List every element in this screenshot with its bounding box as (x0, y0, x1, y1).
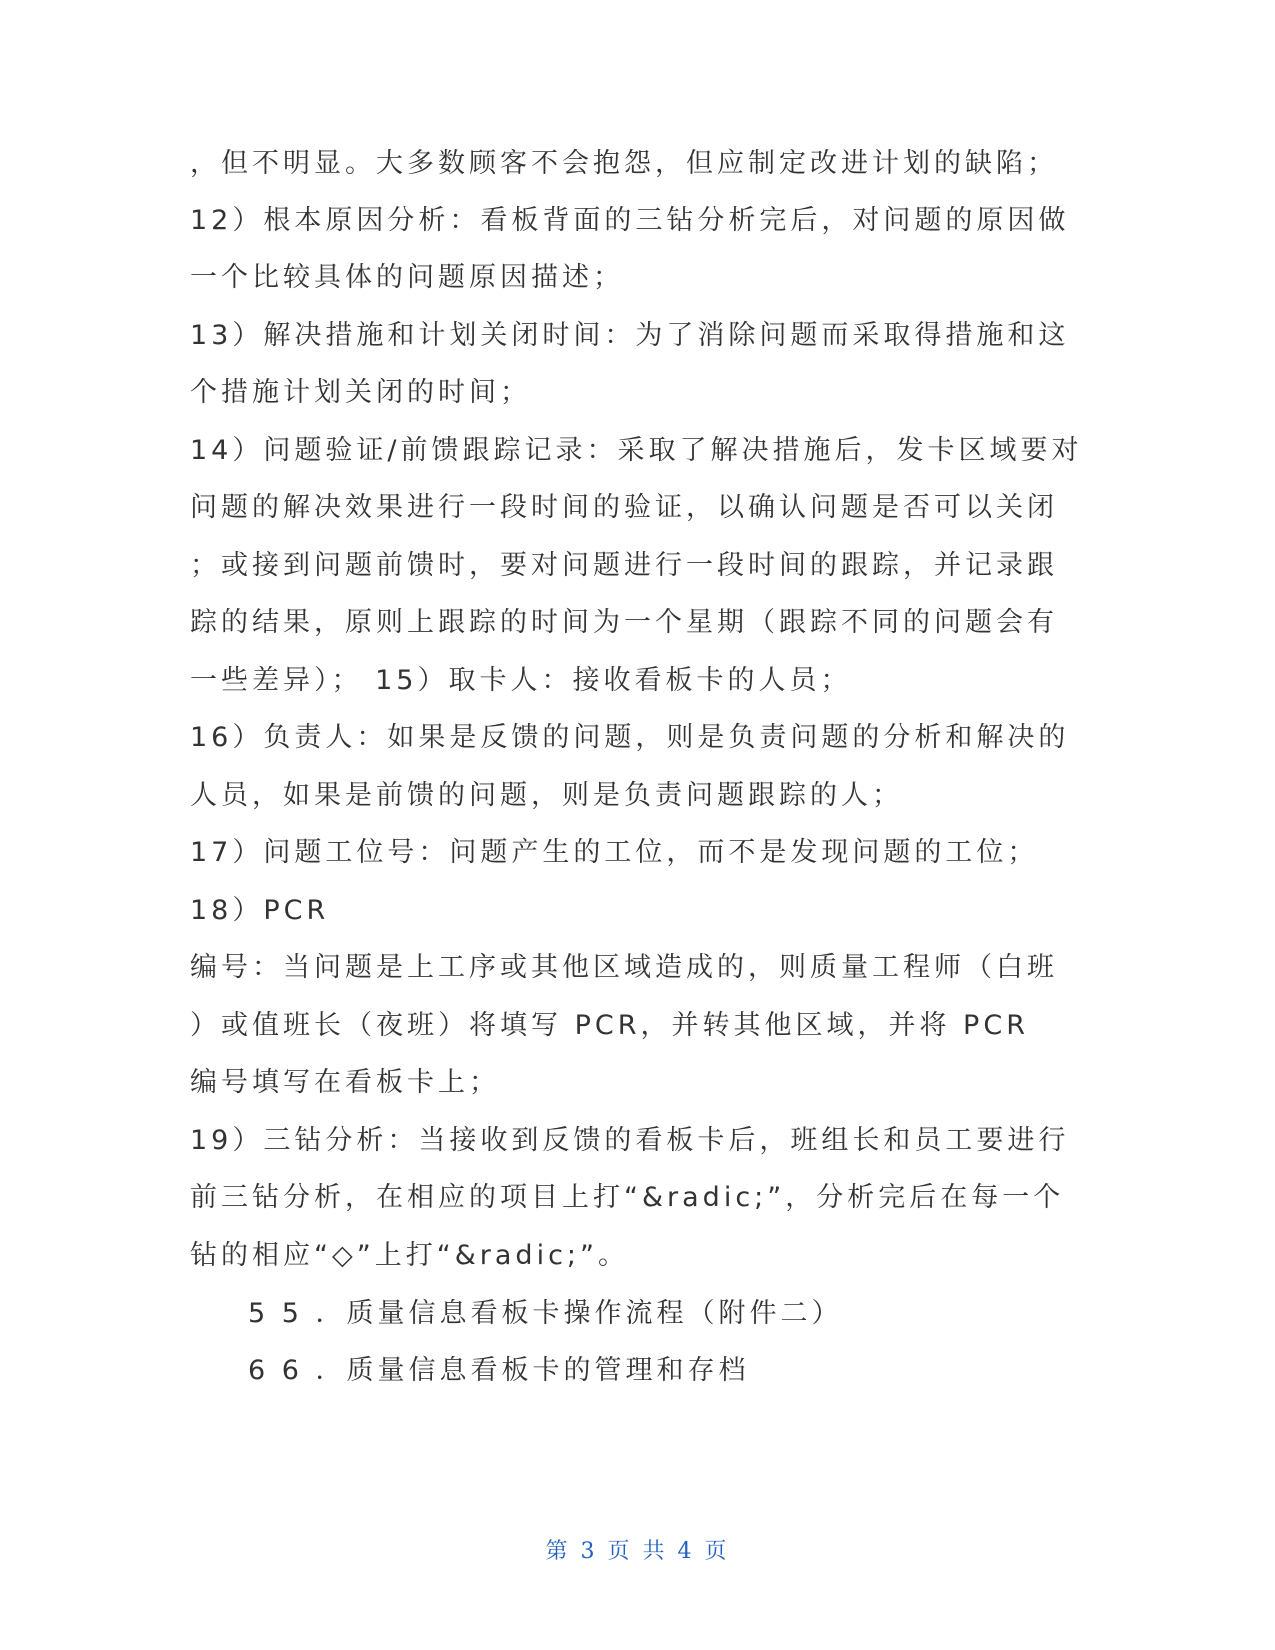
section-heading-6: 6 6 ．质量信息看板卡的管理和存档 (248, 1355, 750, 1386)
text-line-12: 人员，如果是前馈的问题，则是负责问题跟踪的人； (190, 780, 903, 811)
text-line-20: 钻的相应“◇”上打“&radic;”。 (190, 1240, 629, 1271)
text-line-8: ；或接到问题前馈时，要对问题进行一段时间的跟踪，并记录跟 (190, 550, 1058, 581)
text-line-15: 编号：当问题是上工序或其他区域造成的，则质量工程师（白班 (190, 952, 1058, 983)
text-line-7: 问题的解决效果进行一段时间的验证，以确认问题是否可以关闭 (190, 492, 1058, 523)
text-line-3: 一个比较具体的问题原因描述； (190, 262, 624, 293)
text-line-4: 13）解决措施和计划关闭时间：为了消除问题而采取得措施和这 (190, 320, 1070, 351)
section-heading-5: 5 5 ．质量信息看板卡操作流程（附件二） (248, 1298, 843, 1329)
text-line-10: 一些差异）； 15）取卡人：接收看板卡的人员； (190, 665, 852, 696)
text-line-1: ，但不明显。大多数顾客不会抱怨，但应制定改进计划的缺陷； (190, 148, 1058, 179)
text-line-6: 14）问题验证/前馈跟踪记录：采取了解决措施后，发卡区域要对 (190, 435, 1083, 466)
text-line-11: 16）负责人：如果是反馈的问题，则是负责问题的分析和解决的 (190, 722, 1070, 753)
text-line-18: 19）三钻分析：当接收到反馈的看板卡后，班组长和员工要进行 (190, 1125, 1070, 1156)
text-line-2: 12）根本原因分析：看板背面的三钻分析完后，对问题的原因做 (190, 205, 1070, 236)
text-line-5: 个措施计划关闭的时间； (190, 377, 531, 408)
text-line-16: ）或值班长（夜班）将填写 PCR，并转其他区域，并将 PCR (190, 1010, 1029, 1041)
text-line-13: 17）问题工位号：问题产生的工位，而不是发现问题的工位； (190, 837, 1039, 868)
text-line-19: 前三钻分析，在相应的项目上打“&radic;”，分析完后在每一个 (190, 1182, 1065, 1213)
text-line-17: 编号填写在看板卡上； (190, 1067, 500, 1098)
text-line-14: 18）PCR (190, 895, 330, 926)
page-number-footer: 第 3 页 共 4 页 (545, 1539, 730, 1564)
text-line-9: 踪的结果，原则上跟踪的时间为一个星期（跟踪不同的问题会有 (190, 607, 1058, 638)
